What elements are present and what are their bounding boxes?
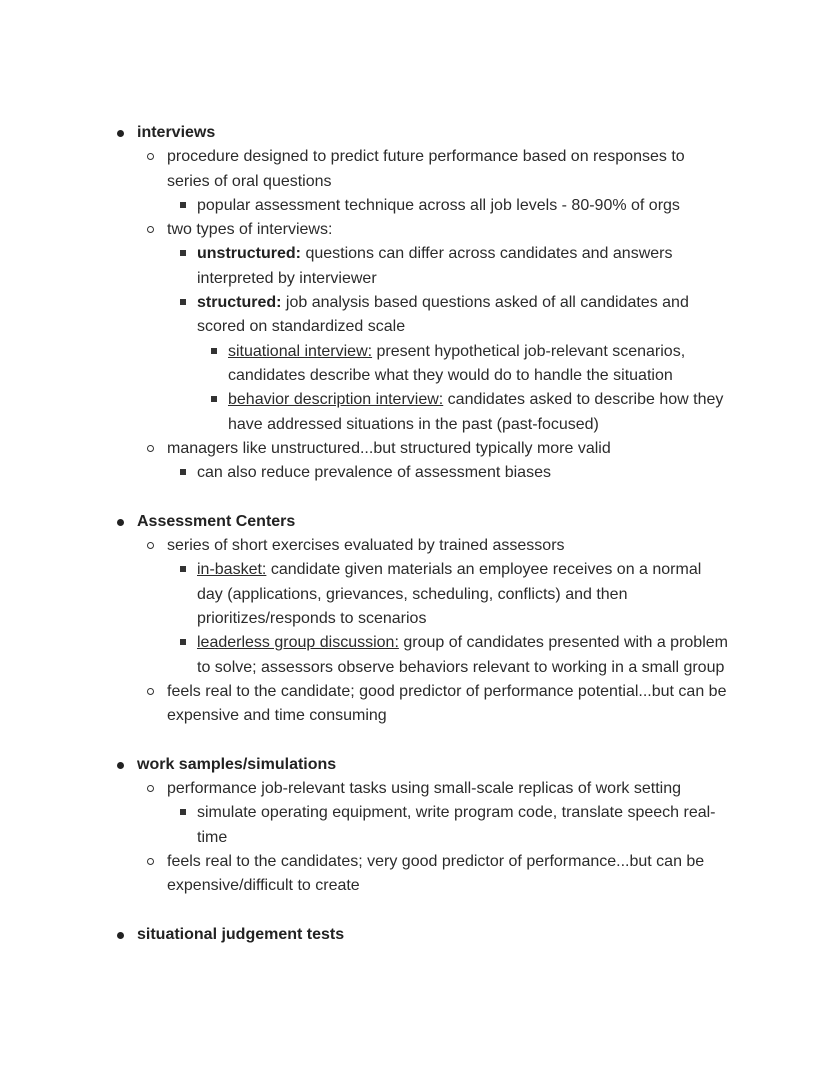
term-label: structured: xyxy=(197,294,282,312)
list-item-text: popular assessment technique across all job levels - 80-90% of orgs xyxy=(197,196,680,214)
bullet-disc-icon xyxy=(117,519,124,526)
list-item xyxy=(0,534,728,558)
bullet-square-icon xyxy=(180,566,186,572)
spacer xyxy=(0,728,828,752)
list-item xyxy=(0,194,728,218)
list-item-text: can also reduce prevalence of assessment biases xyxy=(197,464,551,482)
section-title: situational judgement tests xyxy=(137,925,345,943)
section-title: interviews xyxy=(137,124,216,141)
bullet-disc-icon xyxy=(117,932,124,939)
list-item-text: two types of interviews: xyxy=(167,221,333,239)
list-item xyxy=(0,340,728,389)
spacer xyxy=(0,899,828,923)
list-item-text: performance job-relevant tasks using small-scale replicas of work setting xyxy=(167,780,681,798)
bullet-circle-icon xyxy=(147,688,154,695)
list-item xyxy=(0,388,728,437)
list-item-text: managers like unstructured...but structured typically more valid xyxy=(167,439,611,457)
list-item-text: group of candidates presented with a problem to solve; assessors observe behaviors relevant to working in a small group xyxy=(197,634,728,676)
term-label: unstructured: xyxy=(197,245,301,263)
bullet-square-icon xyxy=(180,299,186,305)
bullet-assessment-centers xyxy=(0,510,768,534)
list-item-text: feels real to the candidate; good predictor of performance potential...but can be expensive and time consuming xyxy=(167,682,727,725)
term-label: in-basket: xyxy=(197,561,267,579)
list-item-text: job analysis based questions asked of all candidates and scored on standardized scale xyxy=(197,294,689,336)
list-item xyxy=(0,242,728,291)
term-label: leaderless group discussion: xyxy=(197,634,399,652)
list-item xyxy=(0,291,728,340)
list-item-text: present hypothetical job-relevant scenarios, candidates describe what they would do to handle the situation xyxy=(228,342,686,384)
bullet-square-icon xyxy=(180,250,186,256)
section-title: work samples/simulations xyxy=(137,755,337,773)
list-item xyxy=(0,437,728,461)
list-item-text: series of short exercises evaluated by trained assessors xyxy=(167,537,565,555)
bullet-circle-icon xyxy=(147,542,154,549)
list-item-text: simulate operating equipment, write program code, translate speech real-time xyxy=(197,804,716,846)
bullet-sjt xyxy=(0,923,768,947)
list-item-text: candidate given materials an employee receives on a normal day (applications, grievances, scheduling, conflicts) and then prioritizes/responds to scenarios xyxy=(197,561,702,627)
list-item xyxy=(0,145,728,194)
bullet-circle-icon xyxy=(147,858,154,865)
spacer xyxy=(0,485,828,509)
bullet-square-icon xyxy=(180,809,186,815)
list-item-text: procedure designed to predict future performance based on responses to series of oral questions xyxy=(167,148,685,190)
bullet-circle-icon xyxy=(147,226,154,233)
bullet-square-icon xyxy=(211,396,217,402)
list-item xyxy=(0,777,728,801)
list-item xyxy=(0,631,728,680)
list-item-text: feels real to the candidates; very good predictor of performance...but can be expensive/difficult to create xyxy=(167,852,705,895)
bullet-square-icon xyxy=(180,639,186,645)
bullet-disc-icon xyxy=(117,762,124,769)
list-item xyxy=(0,218,728,242)
bullet-square-icon xyxy=(180,202,186,208)
list-item-text: candidates asked to describe how they have addressed situations in the past (past-focused) xyxy=(228,391,724,433)
list-item-text: questions can differ across candidates and answers interpreted by interviewer xyxy=(197,245,673,287)
list-item xyxy=(0,558,728,631)
bullet-circle-icon xyxy=(147,153,154,160)
term-label: situational interview: xyxy=(228,342,373,360)
bullet-interviews xyxy=(0,121,768,145)
bullet-disc-icon xyxy=(117,130,124,137)
section-title: Assessment Centers xyxy=(137,512,296,530)
bullet-square-icon xyxy=(180,469,186,475)
list-item xyxy=(0,461,728,485)
bullet-square-icon xyxy=(211,348,217,354)
list-item xyxy=(0,850,728,899)
bullet-work-samples xyxy=(0,753,768,777)
bullet-circle-icon xyxy=(147,445,154,452)
list-item xyxy=(0,680,728,729)
list-item xyxy=(0,801,728,850)
bullet-circle-icon xyxy=(147,785,154,792)
term-label: behavior description interview: xyxy=(228,391,444,409)
